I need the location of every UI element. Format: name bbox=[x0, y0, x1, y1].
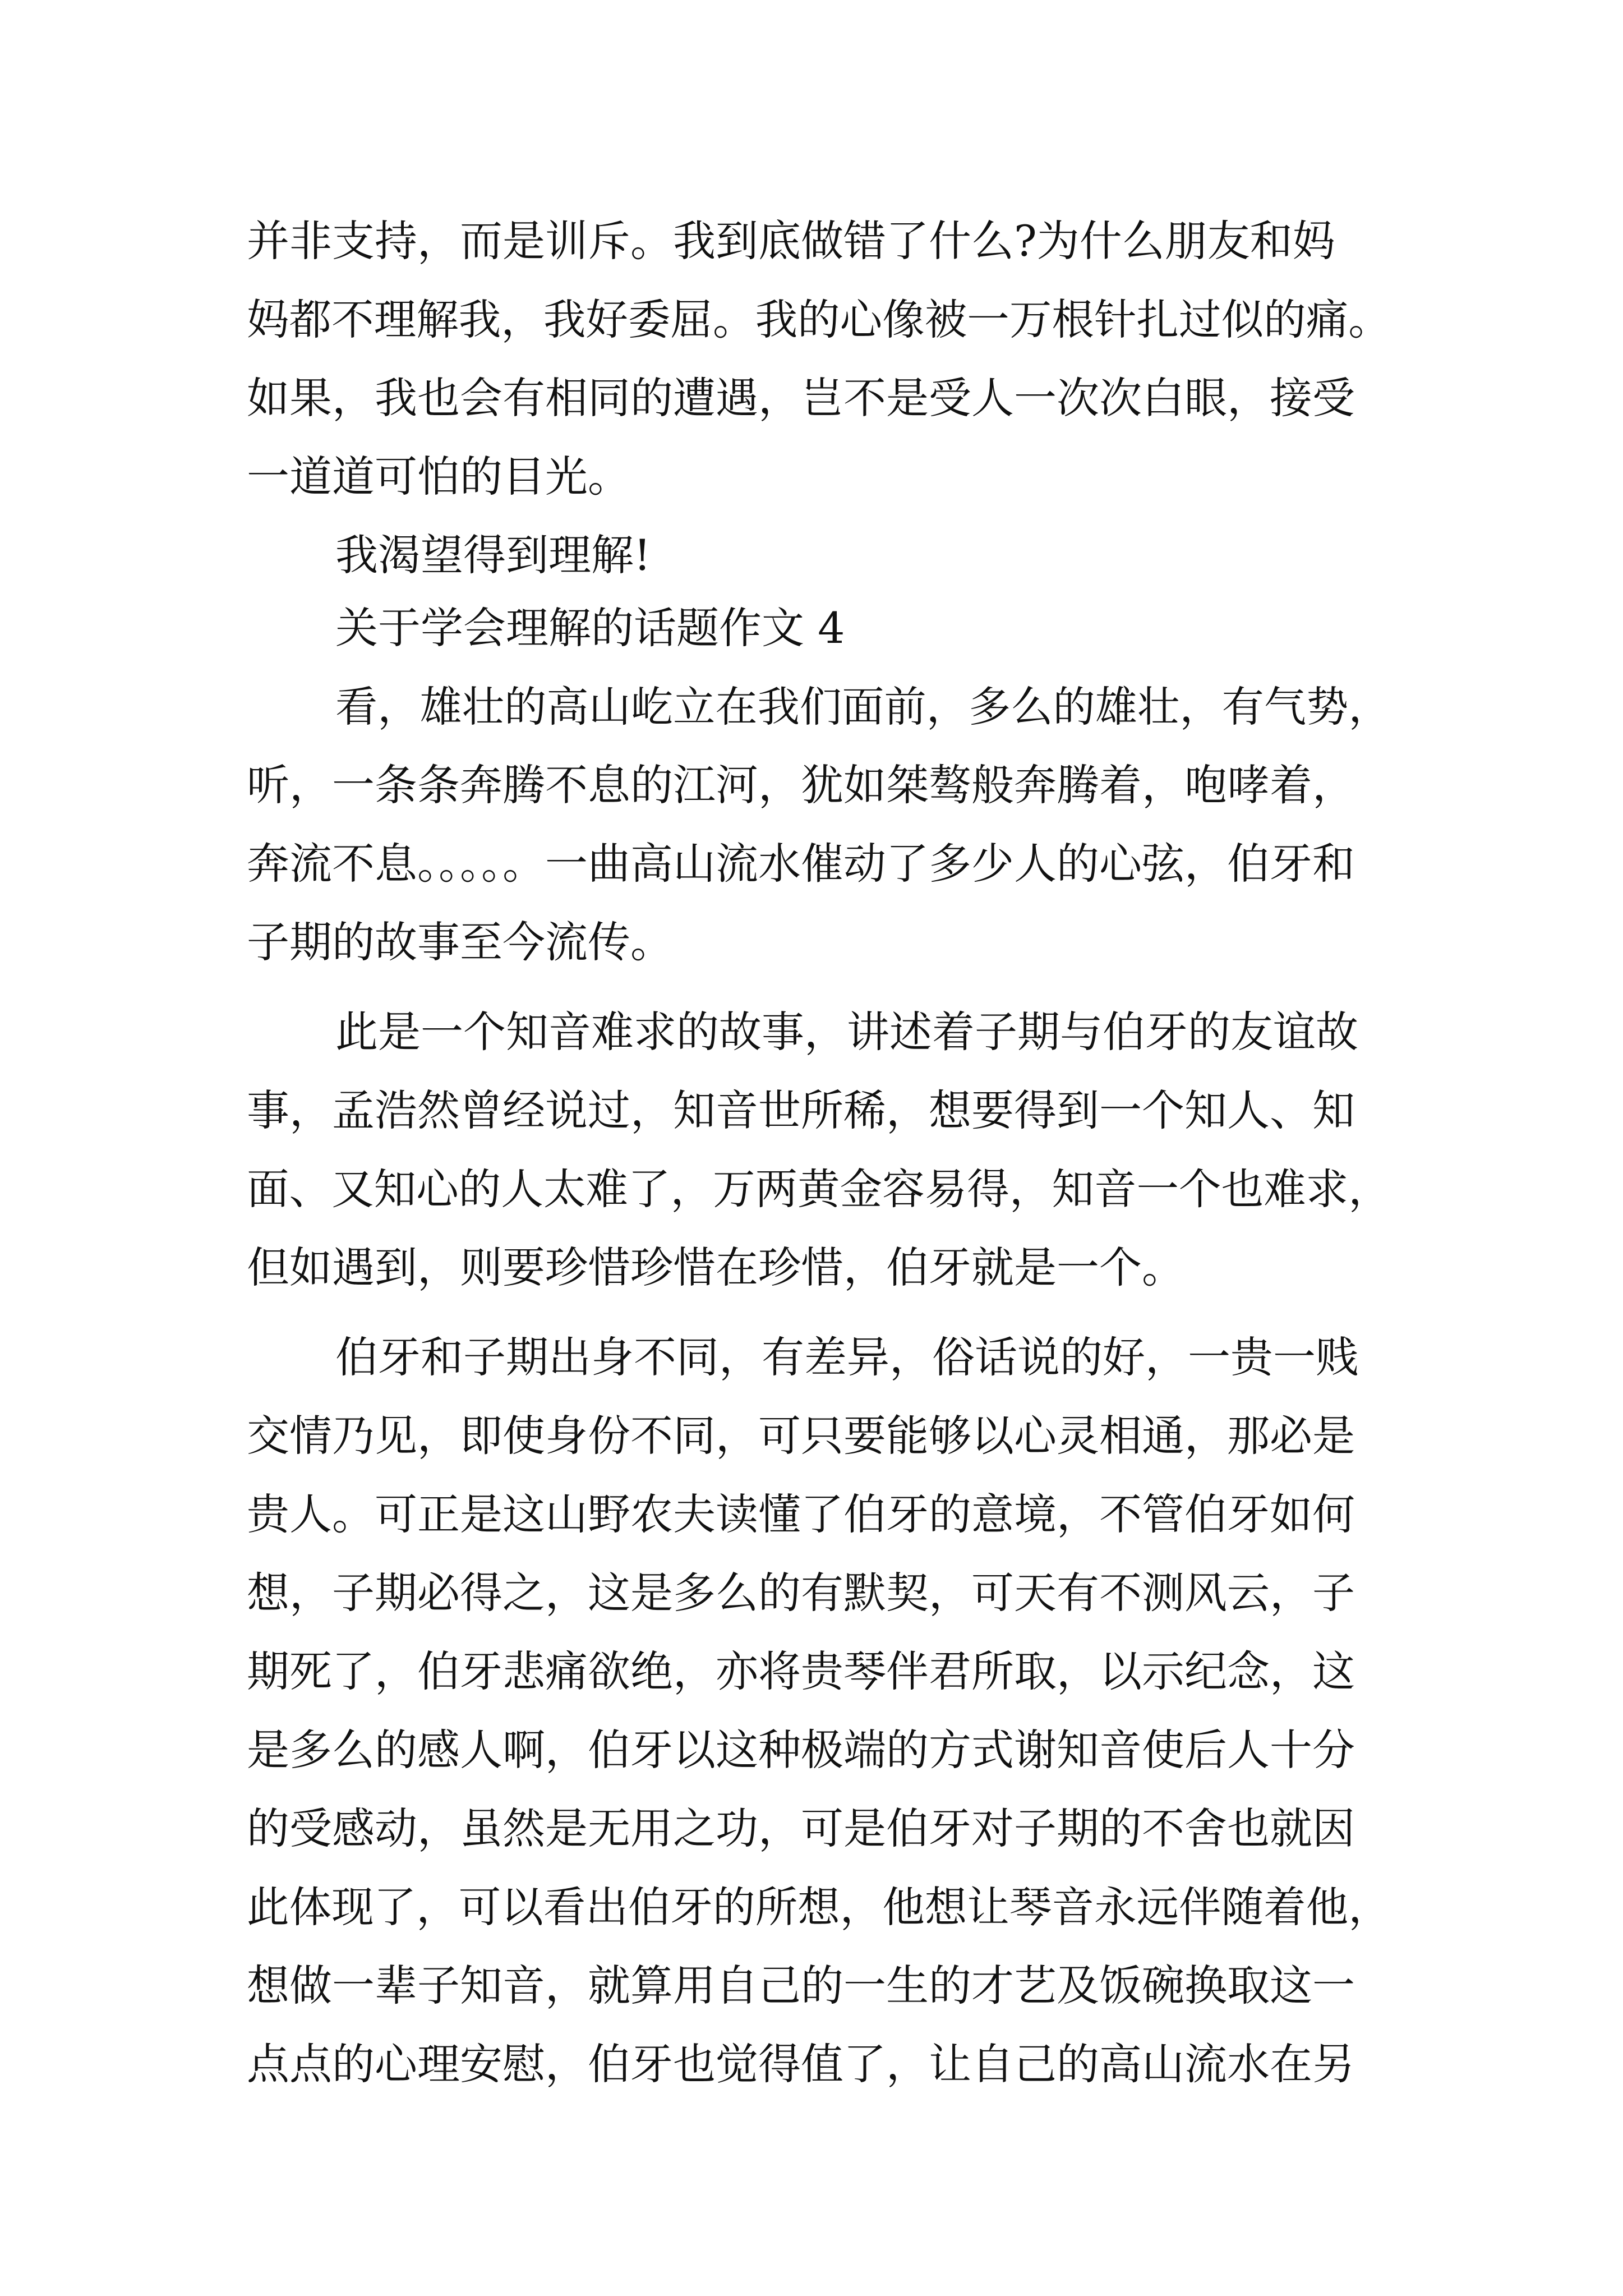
text-line: 面、又知心的人太难了，万两黄金容易得，知音一个也难求， bbox=[247, 1165, 1391, 1214]
section-heading: 关于学会理解的话题作文 4 bbox=[335, 603, 845, 653]
text-line: 的受感动，虽然是无用之功，可是伯牙对子期的不舍也就因 bbox=[247, 1803, 1355, 1853]
text-line: 听，一条条奔腾不息的江河，犹如桀骜般奔腾着，咆哮着， bbox=[247, 760, 1355, 810]
text-line: 交情乃见，即使身份不同，可只要能够以心灵相通，那必是 bbox=[247, 1411, 1355, 1461]
text-line: 奔流不息。。。。。一曲高山流水催动了多少人的心弦，伯牙和 bbox=[247, 839, 1355, 889]
text-line: 如果，我也会有相同的遭遇，岂不是受人一次次白眼，接受 bbox=[247, 373, 1355, 423]
text-line: 想做一辈子知音，就算用自己的一生的才艺及饭碗换取这一 bbox=[247, 1961, 1355, 2010]
text-line: 想，子期必得之，这是多么的有默契，可天有不测风云，子 bbox=[247, 1568, 1355, 1618]
text-line: 我渴望得到理解! bbox=[335, 530, 651, 580]
text-line: 此是一个知音难求的故事，讲述着子期与伯牙的友谊故 bbox=[335, 1007, 1358, 1057]
text-line: 是多么的感人啊，伯牙以这种极端的方式谢知音使后人十分 bbox=[247, 1725, 1355, 1775]
text-line: 点点的心理安慰，伯牙也觉得值了，让自己的高山流水在另 bbox=[247, 2039, 1355, 2089]
text-line: 并非支持，而是训斥。我到底做错了什么?为什么朋友和妈 bbox=[247, 216, 1335, 266]
text-line: 贵人。可正是这山野农夫读懂了伯牙的意境，不管伯牙如何 bbox=[247, 1489, 1355, 1539]
text-line: 此体现了，可以看出伯牙的所想，他想让琴音永远伴随着他， bbox=[247, 1883, 1391, 1932]
text-line: 妈都不理解我，我好委屈。我的心像被一万根针扎过似的痛。 bbox=[247, 295, 1391, 344]
text-line: 但如遇到，则要珍惜珍惜在珍惜，伯牙就是一个。 bbox=[247, 1243, 1184, 1292]
text-line: 一道道可怕的目光。 bbox=[247, 452, 630, 501]
text-line: 伯牙和子期出身不同，有差异，俗话说的好，一贵一贱 bbox=[335, 1332, 1358, 1382]
text-line: 看，雄壮的高山屹立在我们面前，多么的雄壮，有气势， bbox=[335, 682, 1391, 731]
text-line: 事，孟浩然曾经说过，知音世所稀，想要得到一个知人、知 bbox=[247, 1085, 1355, 1135]
text-line: 期死了，伯牙悲痛欲绝，亦将贵琴伴君所取，以示纪念，这 bbox=[247, 1646, 1355, 1696]
text-line: 子期的故事至今流传。 bbox=[247, 917, 673, 967]
